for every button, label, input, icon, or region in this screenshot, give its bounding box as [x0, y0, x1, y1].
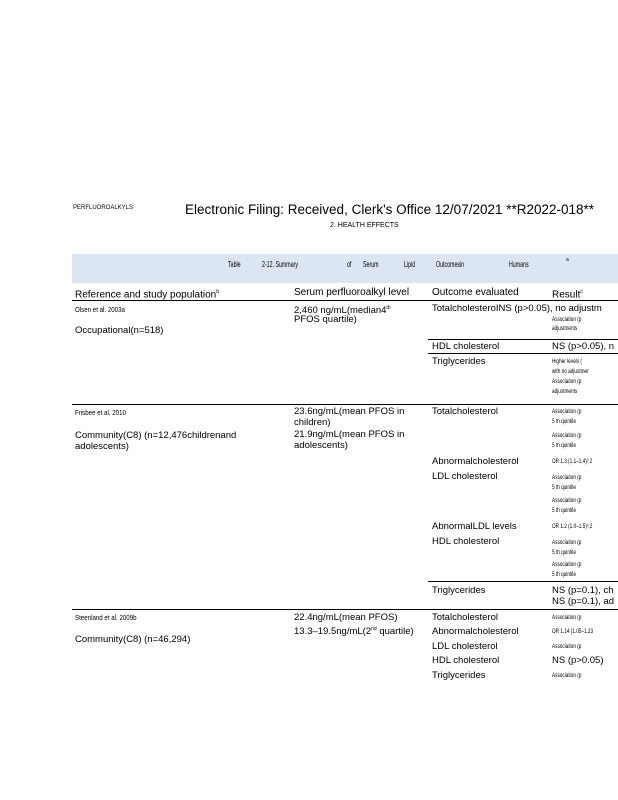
outcome: LDL cholesterol	[432, 471, 498, 482]
caption-word: 2-12. Summary	[262, 259, 299, 269]
serum-level: 2,460 ng/mL(median4th	[294, 305, 391, 317]
outcome: LDL cholesterol	[432, 641, 498, 652]
serum-level: 21.9ng/mL(mean PFOS in	[294, 429, 405, 440]
section-heading: 2. HEALTH EFFECTS	[330, 222, 399, 229]
col-header-outcome: Outcome evaluated	[432, 287, 519, 298]
col-header-result: Result$^c$	[552, 289, 583, 301]
result: NS (p=0.1), ch	[552, 585, 614, 596]
result-detail: Association (p	[552, 474, 582, 481]
caption-word: Lipid	[404, 259, 416, 269]
serum-level: 13.3–19.5ng/mL(2nd quartile)	[294, 626, 414, 638]
caption-word: of	[347, 259, 352, 269]
outcome: Totalcholesterol	[432, 406, 499, 417]
serum-level: 23.6ng/mL(mean PFOS in	[294, 406, 405, 417]
result-detail: Association (p	[552, 432, 582, 439]
result: NS (p>0.05), n	[552, 341, 615, 352]
row-rule	[428, 353, 618, 354]
row-rule	[428, 339, 618, 340]
result-detail: adjustments	[552, 325, 578, 332]
result: Association (p	[552, 643, 582, 650]
study-population: adolescents)	[75, 441, 129, 452]
outcome: Triglycerides	[432, 670, 486, 681]
result-detail: Association (p	[552, 316, 582, 323]
result-detail: 5 th quintile	[552, 442, 576, 449]
table-caption-bar	[72, 254, 618, 283]
outcome: HDL cholesterol	[432, 655, 500, 666]
result-detail: 5 th quintile	[552, 418, 576, 425]
result-detail: 5 th quintile	[552, 484, 576, 491]
result: OR 1.14 (1.05–1.23	[552, 628, 594, 635]
col-header-serum: Serum perfluoroalkyl level	[294, 287, 410, 298]
caption-word: Serum	[363, 259, 379, 269]
outcome: Totalcholesterol	[432, 612, 499, 623]
result: Association (p	[552, 672, 582, 679]
result: Association (p	[552, 614, 582, 621]
outcome-result: TotalcholesteroINS (p>0.05), no adjustm	[432, 303, 602, 314]
study-rule	[72, 609, 618, 610]
caption-word: Table	[228, 259, 241, 269]
result: NS (p>0.05)	[552, 655, 604, 666]
row-rule	[428, 581, 618, 582]
outcome: HDL cholesterol	[432, 341, 500, 352]
result-detail: Association (p	[552, 378, 582, 385]
result-detail: 5 th quintile	[552, 507, 576, 514]
study-reference: Steenland et al. 2009b	[75, 613, 137, 622]
serum-level: children)	[294, 417, 331, 428]
result: NS (p=0.1), ad	[552, 596, 615, 607]
result-detail: 5 th quintile	[552, 549, 576, 556]
study-reference: Olsen et al. 2003a	[75, 305, 125, 314]
result-detail: Higher levels (	[552, 358, 582, 365]
serum-level: 22.4ng/mL(mean PFOS)	[294, 612, 398, 623]
result-detail: with no adjustmer	[552, 368, 589, 375]
caption-word: Humans	[509, 259, 529, 269]
filing-stamp: Electronic Filing: Received, Clerk's Office 12/07/2021 **R2022-018**	[185, 202, 595, 217]
caption-word: Outcomesin	[436, 259, 465, 269]
outcome: HDL cholesterol	[432, 536, 500, 547]
study-population: Community(C8) (n=46,294)	[75, 634, 191, 645]
outcome: Abnormalcholesterol	[432, 456, 519, 467]
result-detail: adjustments	[552, 388, 578, 395]
running-title: PERFLUOROALKYLS	[73, 205, 134, 211]
study-reference: Frisbee et al. 2010	[75, 408, 126, 417]
result-detail: Association (p	[552, 539, 582, 546]
result-detail: Association (p	[552, 497, 582, 504]
col-header-reference: Reference and study population$^b$	[75, 289, 219, 301]
result: OR 1.2 (1.0–1.5)³,2	[552, 523, 593, 530]
header-rule	[72, 300, 618, 301]
result-detail: Association (p	[552, 561, 582, 568]
study-population: Occupational(n=518)	[75, 325, 164, 336]
serum-level: adolescents)	[294, 440, 348, 451]
study-rule	[72, 404, 618, 405]
caption-footnote: a	[566, 257, 569, 263]
outcome: AbnormalLDL levels	[432, 521, 517, 532]
result-detail: Association (p	[552, 408, 582, 415]
result-detail: 5 th quintile	[552, 571, 576, 578]
study-population: Community(C8) (n=12,476childrenand	[75, 430, 237, 441]
serum-level: PFOS quartile)	[294, 314, 357, 325]
result: OR 1.3 (1.1–1.4)³,2	[552, 458, 593, 465]
outcome: Triglycerides	[432, 356, 486, 367]
outcome: Triglycerides	[432, 585, 486, 596]
outcome: Abnormalcholesterol	[432, 626, 519, 637]
